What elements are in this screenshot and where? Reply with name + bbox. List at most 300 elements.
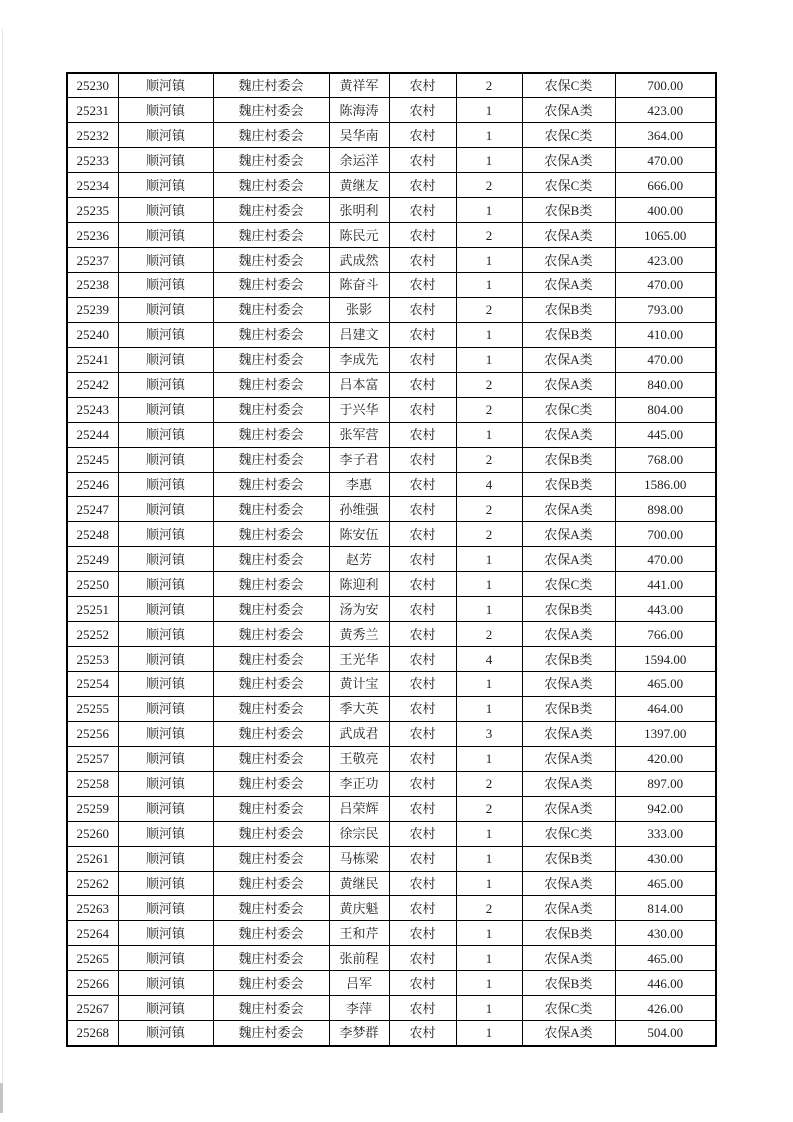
cell-insurance-class: 农保A类 xyxy=(522,771,615,796)
cell-person-count: 1 xyxy=(456,347,522,372)
cell-town: 顺河镇 xyxy=(118,422,213,447)
cell-amount: 443.00 xyxy=(615,597,716,622)
cell-serial-number: 25248 xyxy=(67,522,118,547)
cell-insurance-class: 农保A类 xyxy=(522,347,615,372)
cell-amount: 814.00 xyxy=(615,896,716,921)
cell-person-name: 赵芳 xyxy=(329,547,389,572)
cell-person-name: 张军营 xyxy=(329,422,389,447)
cell-town: 顺河镇 xyxy=(118,73,213,98)
cell-person-count: 2 xyxy=(456,447,522,472)
cell-amount: 897.00 xyxy=(615,771,716,796)
cell-person-count: 1 xyxy=(456,248,522,273)
cell-person-count: 1 xyxy=(456,422,522,447)
cell-person-name: 黄祥军 xyxy=(329,73,389,98)
cell-village-committee: 魏庄村委会 xyxy=(213,946,329,971)
cell-insurance-class: 农保B类 xyxy=(522,971,615,996)
cell-person-name: 李惠 xyxy=(329,472,389,497)
cell-insurance-class: 农保B类 xyxy=(522,696,615,721)
cell-village-committee: 魏庄村委会 xyxy=(213,422,329,447)
cell-insurance-class: 农保A类 xyxy=(522,148,615,173)
cell-serial-number: 25254 xyxy=(67,672,118,697)
cell-village-committee: 魏庄村委会 xyxy=(213,497,329,522)
cell-town: 顺河镇 xyxy=(118,98,213,123)
cell-serial-number: 25237 xyxy=(67,248,118,273)
cell-person-name: 武成君 xyxy=(329,721,389,746)
cell-insurance-class: 农保A类 xyxy=(522,896,615,921)
cell-person-name: 武成然 xyxy=(329,248,389,273)
cell-town: 顺河镇 xyxy=(118,946,213,971)
table-row xyxy=(67,597,716,622)
cell-insurance-class: 农保A类 xyxy=(522,746,615,771)
cell-person-count: 2 xyxy=(456,372,522,397)
cell-serial-number: 25256 xyxy=(67,721,118,746)
cell-serial-number: 25259 xyxy=(67,796,118,821)
cell-person-name: 陈海涛 xyxy=(329,98,389,123)
cell-amount: 700.00 xyxy=(615,522,716,547)
cell-serial-number: 25250 xyxy=(67,572,118,597)
cell-insurance-class: 农保A类 xyxy=(522,1021,615,1046)
table-row xyxy=(67,198,716,223)
cell-person-name: 李子君 xyxy=(329,447,389,472)
cell-insurance-class: 农保A类 xyxy=(522,946,615,971)
cell-serial-number: 25268 xyxy=(67,1021,118,1046)
cell-person-count: 1 xyxy=(456,322,522,347)
cell-amount: 464.00 xyxy=(615,696,716,721)
cell-serial-number: 25241 xyxy=(67,347,118,372)
table-row xyxy=(67,647,716,672)
cell-serial-number: 25240 xyxy=(67,322,118,347)
table-row xyxy=(67,273,716,298)
cell-amount: 470.00 xyxy=(615,273,716,298)
cell-residence-type: 农村 xyxy=(389,497,456,522)
cell-town: 顺河镇 xyxy=(118,1021,213,1046)
table-row xyxy=(67,397,716,422)
cell-town: 顺河镇 xyxy=(118,996,213,1021)
cell-person-name: 季大英 xyxy=(329,696,389,721)
cell-person-name: 黄秀兰 xyxy=(329,622,389,647)
cell-amount: 420.00 xyxy=(615,746,716,771)
cell-residence-type: 农村 xyxy=(389,322,456,347)
cell-person-count: 1 xyxy=(456,746,522,771)
table-row xyxy=(67,497,716,522)
cell-person-count: 2 xyxy=(456,297,522,322)
cell-amount: 465.00 xyxy=(615,672,716,697)
cell-amount: 465.00 xyxy=(615,946,716,971)
insurance-roster-table xyxy=(66,72,717,1047)
cell-person-count: 1 xyxy=(456,273,522,298)
cell-amount: 666.00 xyxy=(615,173,716,198)
cell-serial-number: 25252 xyxy=(67,622,118,647)
cell-insurance-class: 农保A类 xyxy=(522,672,615,697)
cell-person-count: 1 xyxy=(456,148,522,173)
cell-town: 顺河镇 xyxy=(118,746,213,771)
cell-insurance-class: 农保C类 xyxy=(522,123,615,148)
table-row xyxy=(67,946,716,971)
cell-insurance-class: 农保B类 xyxy=(522,297,615,322)
cell-town: 顺河镇 xyxy=(118,672,213,697)
table-row xyxy=(67,73,716,98)
cell-insurance-class: 农保C类 xyxy=(522,821,615,846)
cell-person-name: 李梦群 xyxy=(329,1021,389,1046)
cell-insurance-class: 农保B类 xyxy=(522,198,615,223)
cell-serial-number: 25261 xyxy=(67,846,118,871)
cell-person-name: 陈奋斗 xyxy=(329,273,389,298)
cell-person-count: 1 xyxy=(456,98,522,123)
cell-serial-number: 25242 xyxy=(67,372,118,397)
table-row xyxy=(67,821,716,846)
cell-residence-type: 农村 xyxy=(389,996,456,1021)
cell-village-committee: 魏庄村委会 xyxy=(213,248,329,273)
table-row xyxy=(67,472,716,497)
cell-residence-type: 农村 xyxy=(389,921,456,946)
cell-town: 顺河镇 xyxy=(118,123,213,148)
cell-insurance-class: 农保A类 xyxy=(522,721,615,746)
cell-town: 顺河镇 xyxy=(118,971,213,996)
cell-village-committee: 魏庄村委会 xyxy=(213,572,329,597)
cell-amount: 700.00 xyxy=(615,73,716,98)
cell-residence-type: 农村 xyxy=(389,248,456,273)
cell-residence-type: 农村 xyxy=(389,721,456,746)
cell-serial-number: 25233 xyxy=(67,148,118,173)
cell-person-name: 吴华南 xyxy=(329,123,389,148)
cell-residence-type: 农村 xyxy=(389,1021,456,1046)
table-row xyxy=(67,248,716,273)
cell-amount: 441.00 xyxy=(615,572,716,597)
table-row xyxy=(67,672,716,697)
cell-person-count: 1 xyxy=(456,846,522,871)
cell-residence-type: 农村 xyxy=(389,223,456,248)
cell-village-committee: 魏庄村委会 xyxy=(213,522,329,547)
cell-village-committee: 魏庄村委会 xyxy=(213,347,329,372)
cell-insurance-class: 农保A类 xyxy=(522,372,615,397)
cell-town: 顺河镇 xyxy=(118,447,213,472)
cell-person-name: 马栋梁 xyxy=(329,846,389,871)
cell-person-name: 黄庆魁 xyxy=(329,896,389,921)
cell-person-name: 张影 xyxy=(329,297,389,322)
cell-person-name: 陈迎利 xyxy=(329,572,389,597)
cell-village-committee: 魏庄村委会 xyxy=(213,198,329,223)
cell-person-name: 李萍 xyxy=(329,996,389,1021)
cell-insurance-class: 农保C类 xyxy=(522,996,615,1021)
cell-village-committee: 魏庄村委会 xyxy=(213,273,329,298)
cell-amount: 446.00 xyxy=(615,971,716,996)
cell-amount: 768.00 xyxy=(615,447,716,472)
cell-person-name: 吕荣辉 xyxy=(329,796,389,821)
table-row xyxy=(67,572,716,597)
cell-town: 顺河镇 xyxy=(118,173,213,198)
cell-amount: 445.00 xyxy=(615,422,716,447)
table-body xyxy=(67,73,716,1046)
cell-village-committee: 魏庄村委会 xyxy=(213,996,329,1021)
cell-town: 顺河镇 xyxy=(118,322,213,347)
cell-person-count: 1 xyxy=(456,871,522,896)
cell-residence-type: 农村 xyxy=(389,447,456,472)
cell-amount: 430.00 xyxy=(615,921,716,946)
cell-village-committee: 魏庄村委会 xyxy=(213,746,329,771)
cell-town: 顺河镇 xyxy=(118,647,213,672)
cell-person-count: 2 xyxy=(456,73,522,98)
table-row xyxy=(67,123,716,148)
cell-residence-type: 农村 xyxy=(389,148,456,173)
cell-person-name: 孙维强 xyxy=(329,497,389,522)
cell-person-name: 黄计宝 xyxy=(329,672,389,697)
table-row xyxy=(67,871,716,896)
cell-person-count: 1 xyxy=(456,572,522,597)
cell-residence-type: 农村 xyxy=(389,796,456,821)
scan-artifact-line-light xyxy=(2,28,3,1108)
cell-person-count: 1 xyxy=(456,1021,522,1046)
cell-amount: 465.00 xyxy=(615,871,716,896)
cell-village-committee: 魏庄村委会 xyxy=(213,871,329,896)
cell-serial-number: 25236 xyxy=(67,223,118,248)
cell-residence-type: 农村 xyxy=(389,896,456,921)
table-row xyxy=(67,1021,716,1046)
cell-serial-number: 25239 xyxy=(67,297,118,322)
cell-town: 顺河镇 xyxy=(118,896,213,921)
cell-person-count: 2 xyxy=(456,497,522,522)
cell-amount: 400.00 xyxy=(615,198,716,223)
cell-person-count: 1 xyxy=(456,597,522,622)
cell-person-count: 1 xyxy=(456,946,522,971)
table-row xyxy=(67,846,716,871)
cell-residence-type: 农村 xyxy=(389,347,456,372)
cell-village-committee: 魏庄村委会 xyxy=(213,696,329,721)
cell-residence-type: 农村 xyxy=(389,397,456,422)
cell-insurance-class: 农保B类 xyxy=(522,846,615,871)
table-row xyxy=(67,921,716,946)
cell-amount: 1397.00 xyxy=(615,721,716,746)
cell-amount: 1586.00 xyxy=(615,472,716,497)
cell-town: 顺河镇 xyxy=(118,821,213,846)
table-row xyxy=(67,447,716,472)
cell-insurance-class: 农保A类 xyxy=(522,622,615,647)
table-row xyxy=(67,547,716,572)
cell-village-committee: 魏庄村委会 xyxy=(213,821,329,846)
cell-village-committee: 魏庄村委会 xyxy=(213,322,329,347)
cell-town: 顺河镇 xyxy=(118,347,213,372)
cell-amount: 430.00 xyxy=(615,846,716,871)
table-row xyxy=(67,223,716,248)
cell-amount: 470.00 xyxy=(615,148,716,173)
cell-amount: 470.00 xyxy=(615,547,716,572)
cell-person-name: 黄继友 xyxy=(329,173,389,198)
cell-person-count: 2 xyxy=(456,173,522,198)
cell-person-count: 1 xyxy=(456,672,522,697)
cell-person-name: 吕建文 xyxy=(329,322,389,347)
cell-insurance-class: 农保C类 xyxy=(522,73,615,98)
table-row xyxy=(67,347,716,372)
cell-serial-number: 25230 xyxy=(67,73,118,98)
cell-insurance-class: 农保A类 xyxy=(522,223,615,248)
cell-insurance-class: 农保A类 xyxy=(522,248,615,273)
cell-residence-type: 农村 xyxy=(389,273,456,298)
cell-person-name: 王和芹 xyxy=(329,921,389,946)
cell-town: 顺河镇 xyxy=(118,796,213,821)
cell-town: 顺河镇 xyxy=(118,148,213,173)
cell-person-count: 2 xyxy=(456,622,522,647)
cell-residence-type: 农村 xyxy=(389,522,456,547)
cell-residence-type: 农村 xyxy=(389,422,456,447)
cell-insurance-class: 农保C类 xyxy=(522,397,615,422)
cell-person-name: 陈民元 xyxy=(329,223,389,248)
cell-insurance-class: 农保A类 xyxy=(522,796,615,821)
cell-amount: 333.00 xyxy=(615,821,716,846)
cell-serial-number: 25260 xyxy=(67,821,118,846)
cell-amount: 1065.00 xyxy=(615,223,716,248)
cell-serial-number: 25245 xyxy=(67,447,118,472)
cell-serial-number: 25266 xyxy=(67,971,118,996)
cell-town: 顺河镇 xyxy=(118,771,213,796)
cell-village-committee: 魏庄村委会 xyxy=(213,771,329,796)
cell-amount: 504.00 xyxy=(615,1021,716,1046)
cell-town: 顺河镇 xyxy=(118,223,213,248)
cell-town: 顺河镇 xyxy=(118,397,213,422)
cell-person-count: 1 xyxy=(456,198,522,223)
cell-town: 顺河镇 xyxy=(118,921,213,946)
cell-person-count: 1 xyxy=(456,547,522,572)
cell-village-committee: 魏庄村委会 xyxy=(213,173,329,198)
cell-residence-type: 农村 xyxy=(389,871,456,896)
cell-residence-type: 农村 xyxy=(389,547,456,572)
table-row xyxy=(67,796,716,821)
cell-village-committee: 魏庄村委会 xyxy=(213,547,329,572)
table-row xyxy=(67,996,716,1021)
cell-residence-type: 农村 xyxy=(389,123,456,148)
cell-village-committee: 魏庄村委会 xyxy=(213,597,329,622)
cell-residence-type: 农村 xyxy=(389,622,456,647)
cell-person-count: 1 xyxy=(456,821,522,846)
cell-person-name: 余运洋 xyxy=(329,148,389,173)
cell-town: 顺河镇 xyxy=(118,297,213,322)
cell-person-name: 张前程 xyxy=(329,946,389,971)
cell-serial-number: 25251 xyxy=(67,597,118,622)
cell-person-name: 李正功 xyxy=(329,771,389,796)
cell-person-name: 徐宗民 xyxy=(329,821,389,846)
table-row xyxy=(67,173,716,198)
cell-town: 顺河镇 xyxy=(118,871,213,896)
cell-amount: 470.00 xyxy=(615,347,716,372)
cell-village-committee: 魏庄村委会 xyxy=(213,796,329,821)
cell-serial-number: 25231 xyxy=(67,98,118,123)
cell-serial-number: 25249 xyxy=(67,547,118,572)
cell-person-count: 1 xyxy=(456,921,522,946)
cell-town: 顺河镇 xyxy=(118,273,213,298)
table-row xyxy=(67,696,716,721)
cell-person-count: 2 xyxy=(456,223,522,248)
cell-residence-type: 农村 xyxy=(389,572,456,597)
cell-residence-type: 农村 xyxy=(389,472,456,497)
cell-amount: 804.00 xyxy=(615,397,716,422)
cell-residence-type: 农村 xyxy=(389,746,456,771)
cell-residence-type: 农村 xyxy=(389,98,456,123)
cell-town: 顺河镇 xyxy=(118,472,213,497)
cell-person-name: 于兴华 xyxy=(329,397,389,422)
cell-village-committee: 魏庄村委会 xyxy=(213,647,329,672)
cell-amount: 423.00 xyxy=(615,98,716,123)
cell-village-committee: 魏庄村委会 xyxy=(213,148,329,173)
cell-residence-type: 农村 xyxy=(389,372,456,397)
table-row xyxy=(67,746,716,771)
cell-village-committee: 魏庄村委会 xyxy=(213,223,329,248)
table-row xyxy=(67,422,716,447)
cell-person-name: 黄继民 xyxy=(329,871,389,896)
cell-insurance-class: 农保B类 xyxy=(522,472,615,497)
cell-amount: 793.00 xyxy=(615,297,716,322)
cell-serial-number: 25247 xyxy=(67,497,118,522)
cell-insurance-class: 农保C类 xyxy=(522,572,615,597)
cell-serial-number: 25246 xyxy=(67,472,118,497)
cell-village-committee: 魏庄村委会 xyxy=(213,397,329,422)
cell-serial-number: 25253 xyxy=(67,647,118,672)
cell-village-committee: 魏庄村委会 xyxy=(213,971,329,996)
cell-village-committee: 魏庄村委会 xyxy=(213,372,329,397)
cell-person-count: 4 xyxy=(456,647,522,672)
cell-serial-number: 25264 xyxy=(67,921,118,946)
cell-serial-number: 25243 xyxy=(67,397,118,422)
cell-residence-type: 农村 xyxy=(389,946,456,971)
cell-insurance-class: 农保A类 xyxy=(522,273,615,298)
cell-insurance-class: 农保B类 xyxy=(522,597,615,622)
cell-amount: 898.00 xyxy=(615,497,716,522)
cell-village-committee: 魏庄村委会 xyxy=(213,672,329,697)
cell-residence-type: 农村 xyxy=(389,971,456,996)
cell-residence-type: 农村 xyxy=(389,297,456,322)
cell-insurance-class: 农保B类 xyxy=(522,647,615,672)
cell-person-name: 汤为安 xyxy=(329,597,389,622)
cell-amount: 410.00 xyxy=(615,322,716,347)
cell-person-name: 王光华 xyxy=(329,647,389,672)
table-row xyxy=(67,522,716,547)
table-row xyxy=(67,622,716,647)
cell-serial-number: 25258 xyxy=(67,771,118,796)
cell-village-committee: 魏庄村委会 xyxy=(213,447,329,472)
cell-town: 顺河镇 xyxy=(118,696,213,721)
cell-serial-number: 25238 xyxy=(67,273,118,298)
cell-residence-type: 农村 xyxy=(389,198,456,223)
cell-serial-number: 25263 xyxy=(67,896,118,921)
cell-village-committee: 魏庄村委会 xyxy=(213,98,329,123)
cell-amount: 840.00 xyxy=(615,372,716,397)
cell-person-count: 2 xyxy=(456,896,522,921)
cell-person-count: 1 xyxy=(456,123,522,148)
cell-insurance-class: 农保A类 xyxy=(522,497,615,522)
cell-town: 顺河镇 xyxy=(118,522,213,547)
table-row xyxy=(67,322,716,347)
cell-person-count: 2 xyxy=(456,771,522,796)
cell-residence-type: 农村 xyxy=(389,647,456,672)
cell-village-committee: 魏庄村委会 xyxy=(213,622,329,647)
cell-person-count: 4 xyxy=(456,472,522,497)
cell-town: 顺河镇 xyxy=(118,721,213,746)
cell-person-name: 吕本富 xyxy=(329,372,389,397)
cell-town: 顺河镇 xyxy=(118,572,213,597)
cell-person-count: 2 xyxy=(456,522,522,547)
cell-village-committee: 魏庄村委会 xyxy=(213,921,329,946)
cell-amount: 942.00 xyxy=(615,796,716,821)
cell-person-count: 2 xyxy=(456,397,522,422)
cell-insurance-class: 农保A类 xyxy=(522,547,615,572)
scan-artifact-line-dark xyxy=(0,1083,3,1113)
cell-residence-type: 农村 xyxy=(389,696,456,721)
cell-insurance-class: 农保A类 xyxy=(522,98,615,123)
cell-residence-type: 农村 xyxy=(389,597,456,622)
table-row xyxy=(67,971,716,996)
cell-serial-number: 25244 xyxy=(67,422,118,447)
cell-village-committee: 魏庄村委会 xyxy=(213,1021,329,1046)
table-row xyxy=(67,297,716,322)
cell-residence-type: 农村 xyxy=(389,846,456,871)
cell-serial-number: 25262 xyxy=(67,871,118,896)
